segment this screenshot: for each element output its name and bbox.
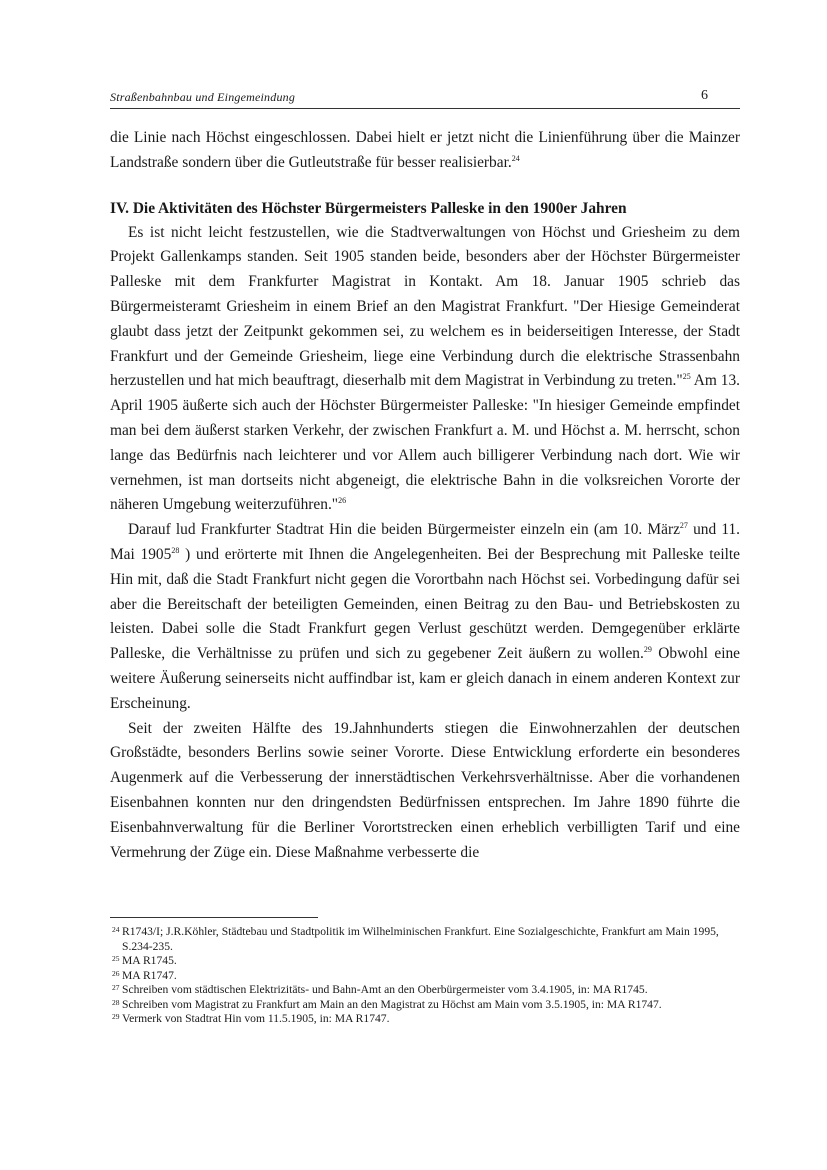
- paragraph: [110, 717, 740, 866]
- footnote-number: 24: [112, 925, 120, 934]
- footnote-number: 29: [112, 1012, 120, 1021]
- footnote: [112, 1012, 740, 1027]
- footnote-ref: 27: [679, 521, 688, 531]
- paragraph-text: Seit der zweiten Hälfte des 19.Jahnhunderts stiegen die Einwohnerzahlen der deutschen Großstädte, besonders Berlins sowie seiner Vororte. Diese Entwicklung erforderte ein besonderes Augenmerk auf die Verbesserung der innerstädtischen Verkehrsverhältnisse. Aber die vorhandenen Eisenbahnen konnten nur den dringendsten Bedürfnissen entsprechen. Im Jahre 1890 führte die Eisenbahnverwaltung für die Berliner Vorortstrecken einen erheblich verbilligten Tarif und eine Vermehrung der Züge ein. Diese Maßnahme verbesserte die: [110, 719, 740, 861]
- paragraph-text: Am 13. April 1905 äußerte sich auch der Höchster Bürgermeister Palleske: "In hiesiger Gemeinde empfindet man bei dem äußerst starken Verkehr, der zwischen Frankfurt a. M. und Höchst a. M. herrscht, schon lange das Bedürfnis nach leichterer und vor Allem auch billigerer Verbindung nach dort. Wie wir vernehmen, ist man dortseits nicht abgeneigt, die elektrische Bahn in die volksreichen Vororte der näheren Umgebung weiterzuführen.": [110, 372, 740, 514]
- footnote-text: Schreiben vom Magistrat zu Frankfurt am Main an den Magistrat zu Höchst am Main vom 3.5.1905, in: MA R1747.: [122, 997, 662, 1011]
- footnote: [112, 998, 740, 1013]
- paragraph: [110, 221, 740, 519]
- footnote-number: 28: [112, 997, 120, 1007]
- paragraph-text: Es ist nicht leicht festzustellen, wie die Stadtverwaltungen von Höchst und Griesheim zu dem Projekt Gallenkamps standen. Seit 1905 standen beide, besonders aber der Höchster Bürgermeister Palleske mit dem Frankfurter Magistrat in Kontakt. Am 18. Januar 1905 schrieb das Bürgermeisteramt Griesheim in einem Brief an den Magistrat Frankfurt. "Der Hiesige Gemeinderat glaubt dass jetzt der Zeitpunkt gekommen sei, zu welchem es in beiderseitigen Interesse, der Stadt Frankfurt und der Gemeinde Griesheim, liege eine Verbindung durch die elektrische Strassenbahn herzustellen und hat mich beauftragt, dieserhalb mit dem Magistrat in Verbindung zu treten.": [110, 223, 740, 390]
- paragraph-text: die Linie nach Höchst eingeschlossen. Dabei hielt er jetzt nicht die Linienführung über die Mainzer Landstraße sondern über die Gutleutstraße für besser realisierbar.: [110, 129, 740, 171]
- footnote-ref: 25: [682, 372, 691, 382]
- paragraph-text: Obwohl eine weitere Äußerung seinerseits nicht auffindbar ist, kam er gleich danach in einem anderen Kontext zur Erscheinung.: [110, 645, 741, 712]
- footnote-ref: 29: [643, 645, 652, 655]
- header-title: Straßenbahnbau und Eingemeindung: [110, 90, 296, 104]
- footnote: [112, 954, 740, 969]
- footnote-number: 25: [112, 954, 120, 963]
- footnote-text: Vermerk von Stadtrat Hin vom 11.5.1905, in: MA R1747.: [122, 1012, 390, 1025]
- paragraph-continued: [110, 126, 740, 176]
- running-header: [110, 86, 740, 109]
- footnote: [112, 969, 740, 984]
- footnote-text: MA R1747.: [122, 968, 177, 982]
- footnote-number: 26: [112, 968, 120, 978]
- footnote-ref: 26: [338, 496, 347, 506]
- footnote-ref: 24: [511, 153, 520, 163]
- footnote: [112, 925, 740, 954]
- paragraph-text: Darauf lud Frankfurter Stadtrat Hin die beiden Bürgermeister einzeln ein (am 10. März: [128, 521, 680, 539]
- footnote-number: 27: [112, 983, 120, 992]
- paragraph-text: ) und erörterte mit Ihnen die Angelegenheiten. Bei der Besprechung mit Palleske teilte Hin mit, daß die Stadt Frankfurt nicht gegen die Vorortbahn nach Höchst sei. Vorbedingung dafür sei aber die Bereitschaft der beteiligten Gemeinden, einen Beitrag zu den Bau- und Betriebskosten zu leisten. Dabei solle die Stadt Frankfurt gegen Verlust geschützt werden. Demgegenüber erklärte Palleske, die Verhältnisse zu prüfen und sich zu gegebener Zeit äußern zu wollen.: [110, 545, 741, 663]
- footnote-separator: [110, 917, 318, 918]
- footnote: [112, 983, 740, 998]
- body-text: [110, 126, 740, 865]
- page-number: 6: [701, 88, 708, 103]
- footnotes: [112, 925, 740, 1027]
- paragraph: [110, 518, 740, 716]
- footnote-text: Schreiben vom städtischen Elektrizitäts- und Bahn-Amt an den Oberbürgermeister vom 3.4.1905, in: MA R1745.: [122, 983, 648, 996]
- footnote-ref: 28: [171, 545, 180, 555]
- footnote-text: R1743/I; J.R.Köhler, Städtebau und Stadtpolitik im Wilhelminischen Frankfurt. Eine Sozialgeschichte, Frankfurt am Main 1995, S.234-235.: [122, 925, 719, 953]
- paragraph-text: und 11. Mai 1905: [110, 521, 740, 563]
- section-heading: IV. Die Aktivitäten des Höchster Bürgermeisters Palleske in den 1900er Jahren: [110, 199, 627, 217]
- footnote-text: MA R1745.: [122, 954, 177, 967]
